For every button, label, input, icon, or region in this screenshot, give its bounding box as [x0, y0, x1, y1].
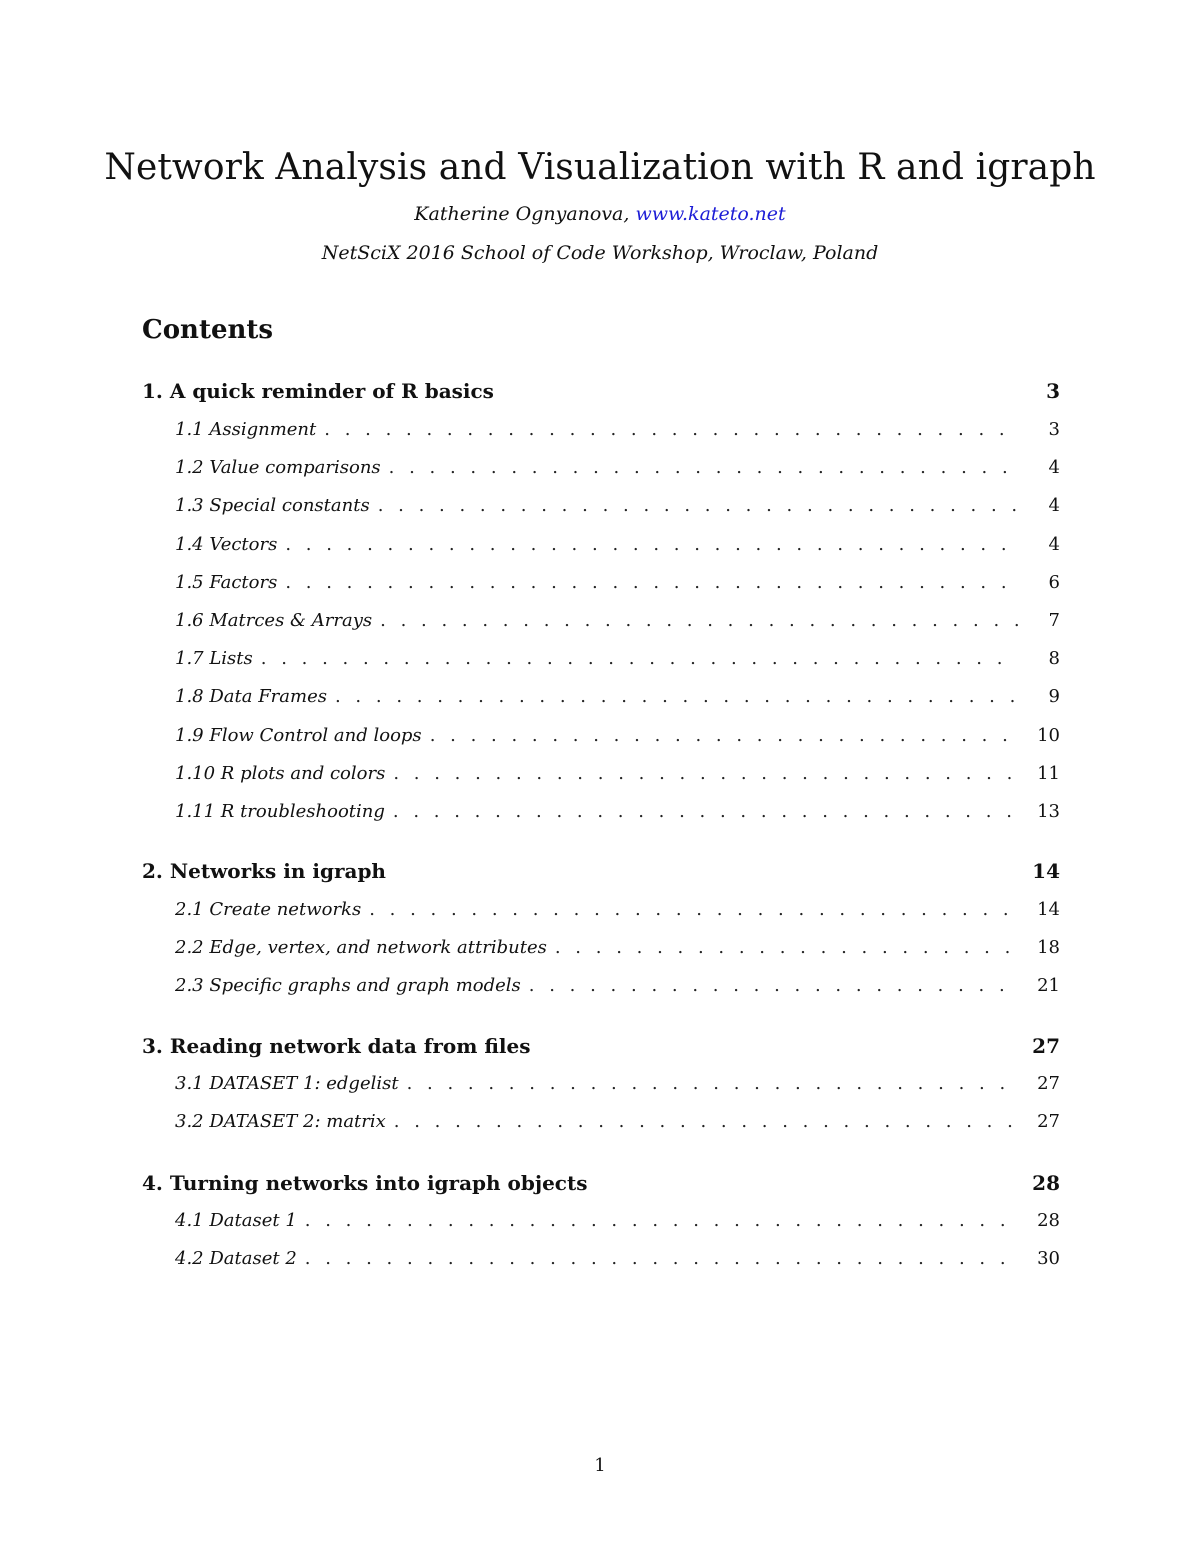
toc-subsection-label: 1.3 Special constants — [175, 495, 370, 517]
toc-subsection-label: 1.6 Matrces & Arrays — [175, 610, 373, 631]
toc-dot-leader — [529, 971, 1018, 1001]
toc-subsection-label: 1.2 Value comparisons — [175, 457, 381, 479]
toc-subsection-1-11[interactable] — [142, 797, 1060, 827]
toc-subsection-4-2[interactable] — [142, 1244, 1060, 1274]
toc-dot-leader — [393, 759, 1018, 789]
toc-subsection-label: 3.1 DATASET 1: edgelist — [175, 1073, 399, 1094]
toc-subsection-page: 7 — [1048, 610, 1060, 631]
toc-section-1[interactable] — [142, 376, 1060, 406]
toc-subsection-1-10[interactable] — [142, 759, 1060, 789]
toc-section-page: 14 — [1032, 859, 1060, 883]
toc-section-3[interactable] — [142, 1031, 1060, 1061]
toc-section-page: 28 — [1032, 1171, 1060, 1195]
toc-subsection-label: 2.3 Specific graphs and graph models — [175, 975, 521, 997]
author-website-link[interactable]: www.kateto.net — [635, 203, 786, 225]
toc-section-label: 1. A quick reminder of R basics — [142, 379, 494, 403]
toc-dot-leader — [285, 568, 1018, 598]
toc-subsection-page: 10 — [1037, 724, 1060, 746]
toc-subsection-1-5[interactable] — [142, 568, 1060, 598]
toc-section-4[interactable] — [142, 1168, 1060, 1198]
toc-subsection-page: 30 — [1037, 1248, 1060, 1270]
toc-subsection-page: 4 — [1048, 457, 1060, 479]
toc-subsection-page: 6 — [1048, 571, 1060, 593]
toc-subsection-page: 4 — [1048, 495, 1060, 517]
document-title: Network Analysis and Visualization with R and igraph — [104, 147, 1096, 188]
toc-subsection-1-7[interactable] — [142, 644, 1060, 674]
toc-subsection-label: 3.2 DATASET 2: matrix — [175, 1111, 386, 1133]
toc-section-page: 3 — [1046, 379, 1060, 403]
toc-dot-leader — [393, 797, 1018, 827]
toc-section-label: 3. Reading network data from files — [142, 1034, 531, 1058]
toc-subsection-3-1[interactable] — [142, 1069, 1060, 1099]
toc-section-label: 2. Networks in igraph — [142, 859, 386, 883]
toc-subsection-label: 1.5 Factors — [175, 571, 278, 593]
toc-subsection-label: 1.11 R troubleshooting — [175, 801, 385, 822]
toc-dot-leader — [389, 453, 1018, 483]
toc-dot-leader — [394, 1107, 1018, 1137]
toc-subsection-1-9[interactable] — [142, 721, 1060, 751]
toc-subsection-page: 14 — [1037, 899, 1060, 920]
toc-subsection-page: 9 — [1048, 686, 1060, 708]
toc-dot-leader — [407, 1069, 1018, 1099]
toc-subsection-label: 2.1 Create networks — [175, 899, 362, 920]
page-number: 1 — [594, 1455, 606, 1476]
toc-dot-leader — [305, 1244, 1018, 1274]
toc-subsection-page: 3 — [1048, 419, 1060, 440]
toc-subsection-1-6[interactable] — [142, 606, 1060, 636]
toc-dot-leader — [430, 721, 1018, 751]
toc-subsection-page: 11 — [1037, 762, 1060, 784]
toc-subsection-label: 1.7 Lists — [175, 648, 253, 670]
toc-subsection-4-1[interactable] — [142, 1206, 1060, 1236]
toc-subsection-page: 4 — [1048, 533, 1060, 555]
author-line — [0, 200, 1200, 228]
toc-subsection-1-1[interactable] — [142, 415, 1060, 445]
toc-subsection-2-3[interactable] — [142, 971, 1060, 1001]
toc-dot-leader — [369, 895, 1018, 925]
toc-subsection-page: 21 — [1037, 975, 1060, 997]
toc-dot-leader — [335, 682, 1018, 712]
toc-subsection-page: 27 — [1037, 1111, 1060, 1133]
toc-subsection-label: 1.1 Assignment — [175, 419, 317, 440]
toc-subsection-3-2[interactable] — [142, 1107, 1060, 1137]
contents-heading: Contents — [142, 315, 274, 345]
toc-subsection-page: 13 — [1037, 801, 1060, 822]
toc-section-2[interactable] — [142, 856, 1060, 886]
author-name: Katherine Ognyanova, — [414, 203, 630, 225]
toc-subsection-1-2[interactable] — [142, 453, 1060, 483]
toc-dot-leader — [305, 1206, 1018, 1236]
event-line: NetSciX 2016 School of Code Workshop, Wroclaw, Poland — [321, 242, 879, 264]
toc-subsection-2-1[interactable] — [142, 895, 1060, 925]
toc-subsection-label: 2.2 Edge, vertex, and network attributes — [175, 937, 547, 959]
toc-subsection-1-3[interactable] — [142, 491, 1060, 521]
toc-subsection-page: 18 — [1037, 937, 1060, 959]
toc-dot-leader — [380, 606, 1018, 636]
toc-subsection-label: 1.8 Data Frames — [175, 686, 327, 708]
toc-dot-leader — [555, 933, 1018, 963]
toc-subsection-label: 1.10 R plots and colors — [175, 762, 386, 784]
toc-subsection-page: 27 — [1037, 1073, 1060, 1094]
toc-subsection-label: 1.4 Vectors — [175, 533, 278, 555]
toc-dot-leader — [285, 530, 1018, 560]
toc-section-label: 4. Turning networks into igraph objects — [142, 1171, 588, 1195]
toc-subsection-label: 4.1 Dataset 1 — [175, 1210, 297, 1231]
toc-subsection-1-4[interactable] — [142, 530, 1060, 560]
toc-subsection-label: 1.9 Flow Control and loops — [175, 724, 422, 746]
toc-subsection-label: 4.2 Dataset 2 — [175, 1248, 297, 1270]
toc-dot-leader — [324, 415, 1018, 445]
toc-dot-leader — [261, 644, 1018, 674]
toc-subsection-page: 28 — [1037, 1210, 1060, 1231]
toc-dot-leader — [378, 491, 1018, 521]
toc-subsection-1-8[interactable] — [142, 682, 1060, 712]
toc-section-page: 27 — [1032, 1034, 1060, 1058]
toc-subsection-2-2[interactable] — [142, 933, 1060, 963]
toc-subsection-page: 8 — [1048, 648, 1060, 670]
